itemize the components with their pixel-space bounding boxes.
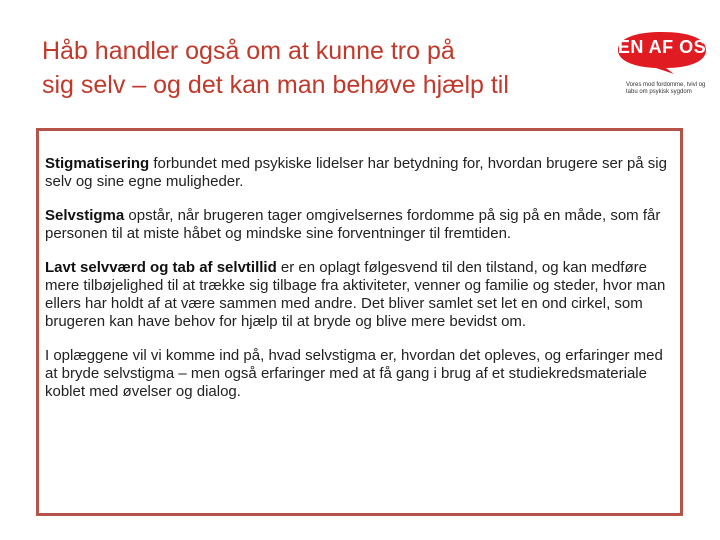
paragraph-text: forbundet med psykiske lidelser har betydning for, hvordan brugere ser på sig selv og sine egne muligheder. — [45, 155, 667, 190]
paragraph-text: I oplæggene vil vi komme ind på, hvad selvstigma er, hvordan det opleves, og erfaringer med at bryde selvstigma – men også erfaringer med at få gang i brug af et studiekredsmateriale koblet med øvelser og dialog. — [45, 347, 663, 400]
logo-badge-text: EN AF OS — [617, 37, 707, 57]
paragraph-lead: Selvstigma — [45, 207, 125, 224]
slide-title — [42, 34, 612, 102]
paragraph-text: er en oplagt følgesvend til den tilstand, og kan medføre mere tilbøjelighed til at trække sig tilbage fra aktiviteter, venner og familie og steder, hvor man ellers har holdt af at være sammen med andre. Det bliver samlet set let en ond cirkel, som brugeren kan have behov for hjælp til at bryde og blive mere bevidst om. — [45, 259, 666, 330]
title-line-2: sig selv – og det kan man behøve hjælp til — [42, 71, 509, 99]
title-line-1: Håb handler også om at kunne tro på — [42, 37, 455, 65]
logo-tagline: Vores mod fordomme, tvivl og tabu om psykisk sygdom — [626, 82, 706, 95]
content-box — [36, 128, 683, 516]
paragraph-oplaeg — [45, 347, 670, 401]
paragraph-lead: Lavt selvværd og tab af selvtillid — [45, 259, 277, 276]
en-af-os-logo — [616, 30, 708, 100]
paragraph-lead: Stigmatisering — [45, 155, 150, 172]
paragraph-stigmatisering — [45, 155, 670, 191]
paragraph-text: opstår, når brugeren tager omgivelsernes fordomme på sig på en måde, som får personen til at miste håbet og mindske sine forventninger til fremtiden. — [45, 207, 661, 242]
paragraph-selvvaerd — [45, 259, 670, 331]
paragraph-selvstigma — [45, 207, 670, 243]
